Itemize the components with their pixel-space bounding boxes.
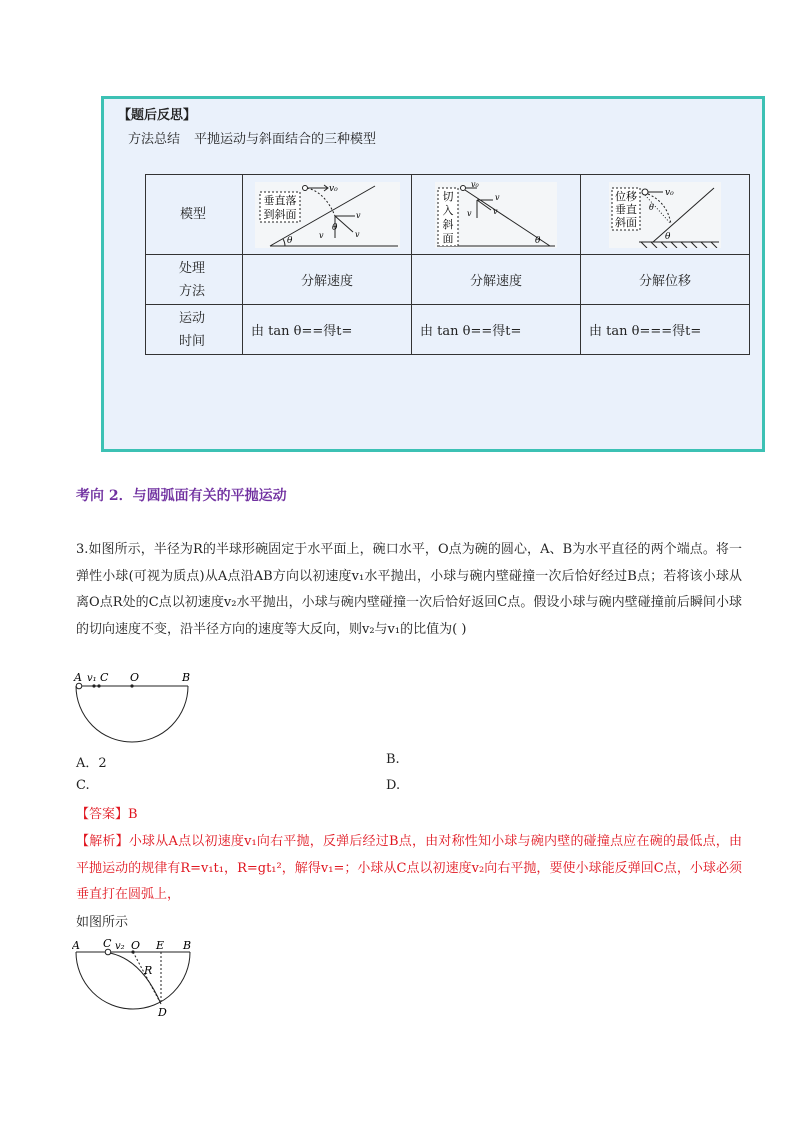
fig2-label-R: R [144, 964, 153, 977]
problem-text: 3.如图所示，半径为R的半球形碗固定于水平面上，碗口水平，O点为碗的圆心，A、B为水平直径的两个端点。将一弹性小球(可视为质点)从A点沿AB方向以初速度v₁水平抛出，小球与碗内壁碰撞一次后恰好经过B点；若将该小球从离O点R处的C点以初速度v₂水平抛出，小球与碗内壁碰撞一次后恰好返回C点。假设小球与碗内壁碰撞前后瞬间小球的切向速度不变，沿半径方向的速度等大反向，则v₂与v₁的比值为( ) [76, 542, 742, 637]
model-1-sym-theta-top: θ [331, 222, 337, 233]
model-1-time: 由 tan θ==得t= [243, 305, 412, 355]
method-text: 平抛运动与斜面结合的三种模型 [194, 132, 377, 147]
model-3-diagram [609, 182, 721, 248]
model-2-sym-vy: v [467, 208, 472, 218]
fig2-label-A: A [72, 939, 80, 952]
row-label-model: 模型 [146, 175, 243, 255]
analysis [76, 829, 742, 909]
fig2-label-E: E [156, 939, 165, 952]
model-2-label-1: 切 [442, 189, 454, 203]
model-1-label-line1: 垂直落 [263, 193, 296, 207]
fig1-label-B: B [182, 671, 191, 684]
method-label: 方法总结 [128, 132, 181, 147]
model-2-method: 分解速度 [412, 255, 581, 305]
fig1-label-v1: v₁ [87, 673, 97, 684]
model-1-method: 分解速度 [243, 255, 412, 305]
model-3-sym-theta: θ [665, 231, 671, 242]
model-2-diagram [435, 182, 557, 248]
model-2-label-4: 面 [442, 231, 454, 245]
fig2-label-C: C [103, 938, 112, 950]
row-label-time-text: 运动 时间 [179, 310, 206, 349]
fig2-label-D: D [158, 1006, 167, 1018]
model-1-sym-v0: v₀ [328, 183, 338, 194]
section-title: 考向 2．与圆弧面有关的平抛运动 [76, 488, 287, 504]
fig2-label-v2: v₂ [115, 941, 125, 952]
model-3-sym-theta-top: θ [649, 202, 654, 212]
fig1-label-A: A [74, 671, 82, 684]
model-2-time: 由 tan θ==得t= [412, 305, 581, 355]
fig2-label-O: O [131, 939, 141, 952]
models-table [145, 174, 750, 355]
option-D: D. [386, 778, 401, 793]
answer: 【答案】B [76, 807, 138, 822]
problem-figure [72, 670, 192, 746]
model-2-sym-v: v [493, 206, 498, 216]
fig1-label-O: O [130, 671, 140, 684]
reflection-box [101, 96, 765, 452]
as-shown-caption: 如图所示 [76, 915, 129, 930]
model-2-sym-theta: θ [535, 235, 541, 246]
analysis-figure [72, 938, 196, 1018]
analysis-label: 【解析】 [76, 834, 129, 849]
model-1-sym-vx: v [355, 210, 361, 220]
option-C: C. [76, 778, 90, 793]
model-2-label-2: 入 [442, 203, 454, 217]
row-label-time [146, 305, 243, 355]
model-1-diagram [255, 182, 400, 248]
analysis-text: 小球从A点以初速度v₁向右平抛，反弹后经过B点，由对称性知小球与碗内壁的碰撞点应在碗的最低点，由平抛运动的规律有R=v₁t₁，R=gt₁²，解得v₁=；小球从C点以初速度v₂向右平抛，要使小球能反弹回C点，小球必须垂直打在圆弧上， [76, 834, 742, 902]
fig2-label-B: B [183, 939, 192, 952]
model-1-sym-vy: v [318, 230, 324, 240]
row-label-method [146, 255, 243, 305]
method-summary [128, 128, 376, 147]
model-1-diagram-cell [243, 175, 412, 255]
model-3-method: 分解位移 [581, 255, 750, 305]
model-3-time: 由 tan θ===得t= [581, 305, 750, 355]
model-1-label-line2: 到斜面 [263, 207, 296, 221]
model-3-label-2: 垂直 [615, 202, 637, 216]
model-3-label-1: 位移 [615, 189, 637, 203]
model-2-sym-v0: v₀ [471, 181, 479, 189]
reflection-title: 【题后反思】 [118, 108, 197, 123]
option-B: B. [386, 752, 400, 767]
model-3-diagram-cell [581, 175, 750, 255]
model-1-sym-v: v [354, 229, 360, 239]
fig1-label-C: C [100, 671, 109, 684]
row-label-method-text: 处理 方法 [179, 260, 206, 299]
model-3-sym-v0: v₀ [665, 187, 674, 198]
option-A: A．2 [76, 756, 107, 771]
model-2-label-3: 斜 [442, 217, 454, 231]
model-1-sym-theta: θ [286, 235, 292, 246]
model-2-sym-vx: v [495, 192, 500, 202]
model-3-label-3: 斜面 [615, 215, 637, 229]
model-2-diagram-cell [412, 175, 581, 255]
